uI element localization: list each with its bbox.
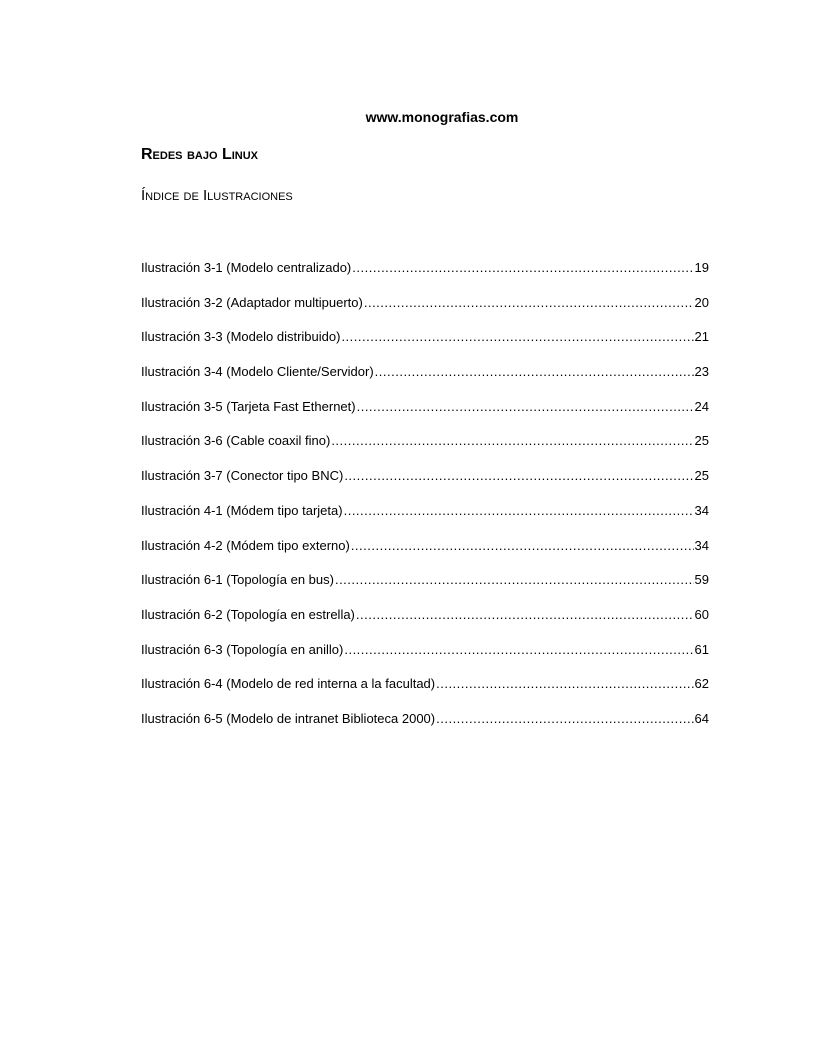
toc-entry-page: 64 bbox=[694, 710, 709, 726]
toc-entry[interactable] bbox=[141, 572, 709, 607]
toc-entry-label: Ilustración 3-4 (Modelo Cliente/Servidor) bbox=[141, 364, 374, 380]
section-title: Índice de Ilustraciones bbox=[141, 187, 293, 204]
dot-leader bbox=[364, 295, 694, 310]
dot-leader bbox=[356, 607, 694, 622]
toc-entry[interactable] bbox=[141, 642, 709, 677]
toc-entry-page: 59 bbox=[694, 572, 709, 588]
toc-entry-page: 20 bbox=[694, 294, 709, 310]
toc-entry-label: Ilustración 4-1 (Módem tipo tarjeta) bbox=[141, 502, 343, 518]
dot-leader bbox=[341, 329, 693, 344]
toc-entry-page: 34 bbox=[694, 537, 709, 553]
table-of-illustrations bbox=[141, 260, 709, 746]
toc-entry[interactable] bbox=[141, 538, 709, 573]
toc-entry[interactable] bbox=[141, 329, 709, 364]
toc-entry-page: 25 bbox=[694, 468, 709, 484]
toc-entry-label: Ilustración 3-1 (Modelo centralizado) bbox=[141, 260, 352, 275]
toc-entry[interactable] bbox=[141, 433, 709, 468]
dot-leader bbox=[351, 538, 694, 553]
toc-entry[interactable] bbox=[141, 399, 709, 434]
dot-leader bbox=[436, 676, 693, 691]
toc-entry-page: 21 bbox=[694, 329, 709, 345]
toc-entry[interactable] bbox=[141, 468, 709, 503]
toc-entry[interactable] bbox=[141, 503, 709, 538]
toc-entry[interactable] bbox=[141, 711, 709, 746]
toc-entry-label: Ilustración 6-3 (Topología en anillo) bbox=[141, 641, 344, 657]
toc-entry-page: 34 bbox=[694, 502, 709, 518]
toc-entry-label: Ilustración 3-5 (Tarjeta Fast Ethernet) bbox=[141, 398, 356, 414]
toc-entry[interactable] bbox=[141, 260, 709, 295]
toc-entry-label: Ilustración 3-6 (Cable coaxil fino) bbox=[141, 433, 331, 449]
toc-entry[interactable] bbox=[141, 676, 709, 711]
toc-entry-label: Ilustración 6-4 (Modelo de red interna a la facultad) bbox=[141, 676, 436, 692]
dot-leader bbox=[335, 572, 694, 587]
toc-entry-label: Ilustración 6-1 (Topología en bus) bbox=[141, 572, 334, 588]
toc-entry-page: 19 bbox=[694, 260, 709, 275]
toc-entry-label: Ilustración 6-2 (Topología en estrella) bbox=[141, 606, 355, 622]
dot-leader bbox=[331, 433, 693, 448]
toc-entry-label: Ilustración 6-5 (Modelo de intranet Biblioteca 2000) bbox=[141, 710, 436, 726]
toc-entry-page: 60 bbox=[694, 606, 709, 622]
toc-entry[interactable] bbox=[141, 607, 709, 642]
toc-entry-label: Ilustración 4-2 (Módem tipo externo) bbox=[141, 537, 350, 553]
site-header: www.monografias.com bbox=[365, 109, 519, 125]
dot-leader bbox=[344, 503, 694, 518]
toc-entry[interactable] bbox=[141, 295, 709, 330]
dot-leader bbox=[436, 711, 693, 726]
dot-leader bbox=[375, 364, 694, 379]
toc-entry-page: 23 bbox=[694, 364, 709, 380]
toc-entry-page: 25 bbox=[694, 433, 709, 449]
dot-leader bbox=[357, 399, 694, 414]
toc-entry-page: 61 bbox=[694, 641, 709, 657]
toc-entry-page: 62 bbox=[694, 676, 709, 692]
toc-entry-page: 24 bbox=[694, 398, 709, 414]
toc-entry-label: Ilustración 3-3 (Modelo distribuido) bbox=[141, 329, 341, 345]
toc-entry-label: Ilustración 3-2 (Adaptador multipuerto) bbox=[141, 294, 363, 310]
toc-entry[interactable] bbox=[141, 364, 709, 399]
dot-leader bbox=[344, 468, 693, 483]
document-title: Redes bajo Linux bbox=[141, 146, 259, 163]
toc-entry-label: Ilustración 3-7 (Conector tipo BNC) bbox=[141, 468, 344, 484]
dot-leader bbox=[352, 260, 693, 275]
dot-leader bbox=[344, 642, 693, 657]
